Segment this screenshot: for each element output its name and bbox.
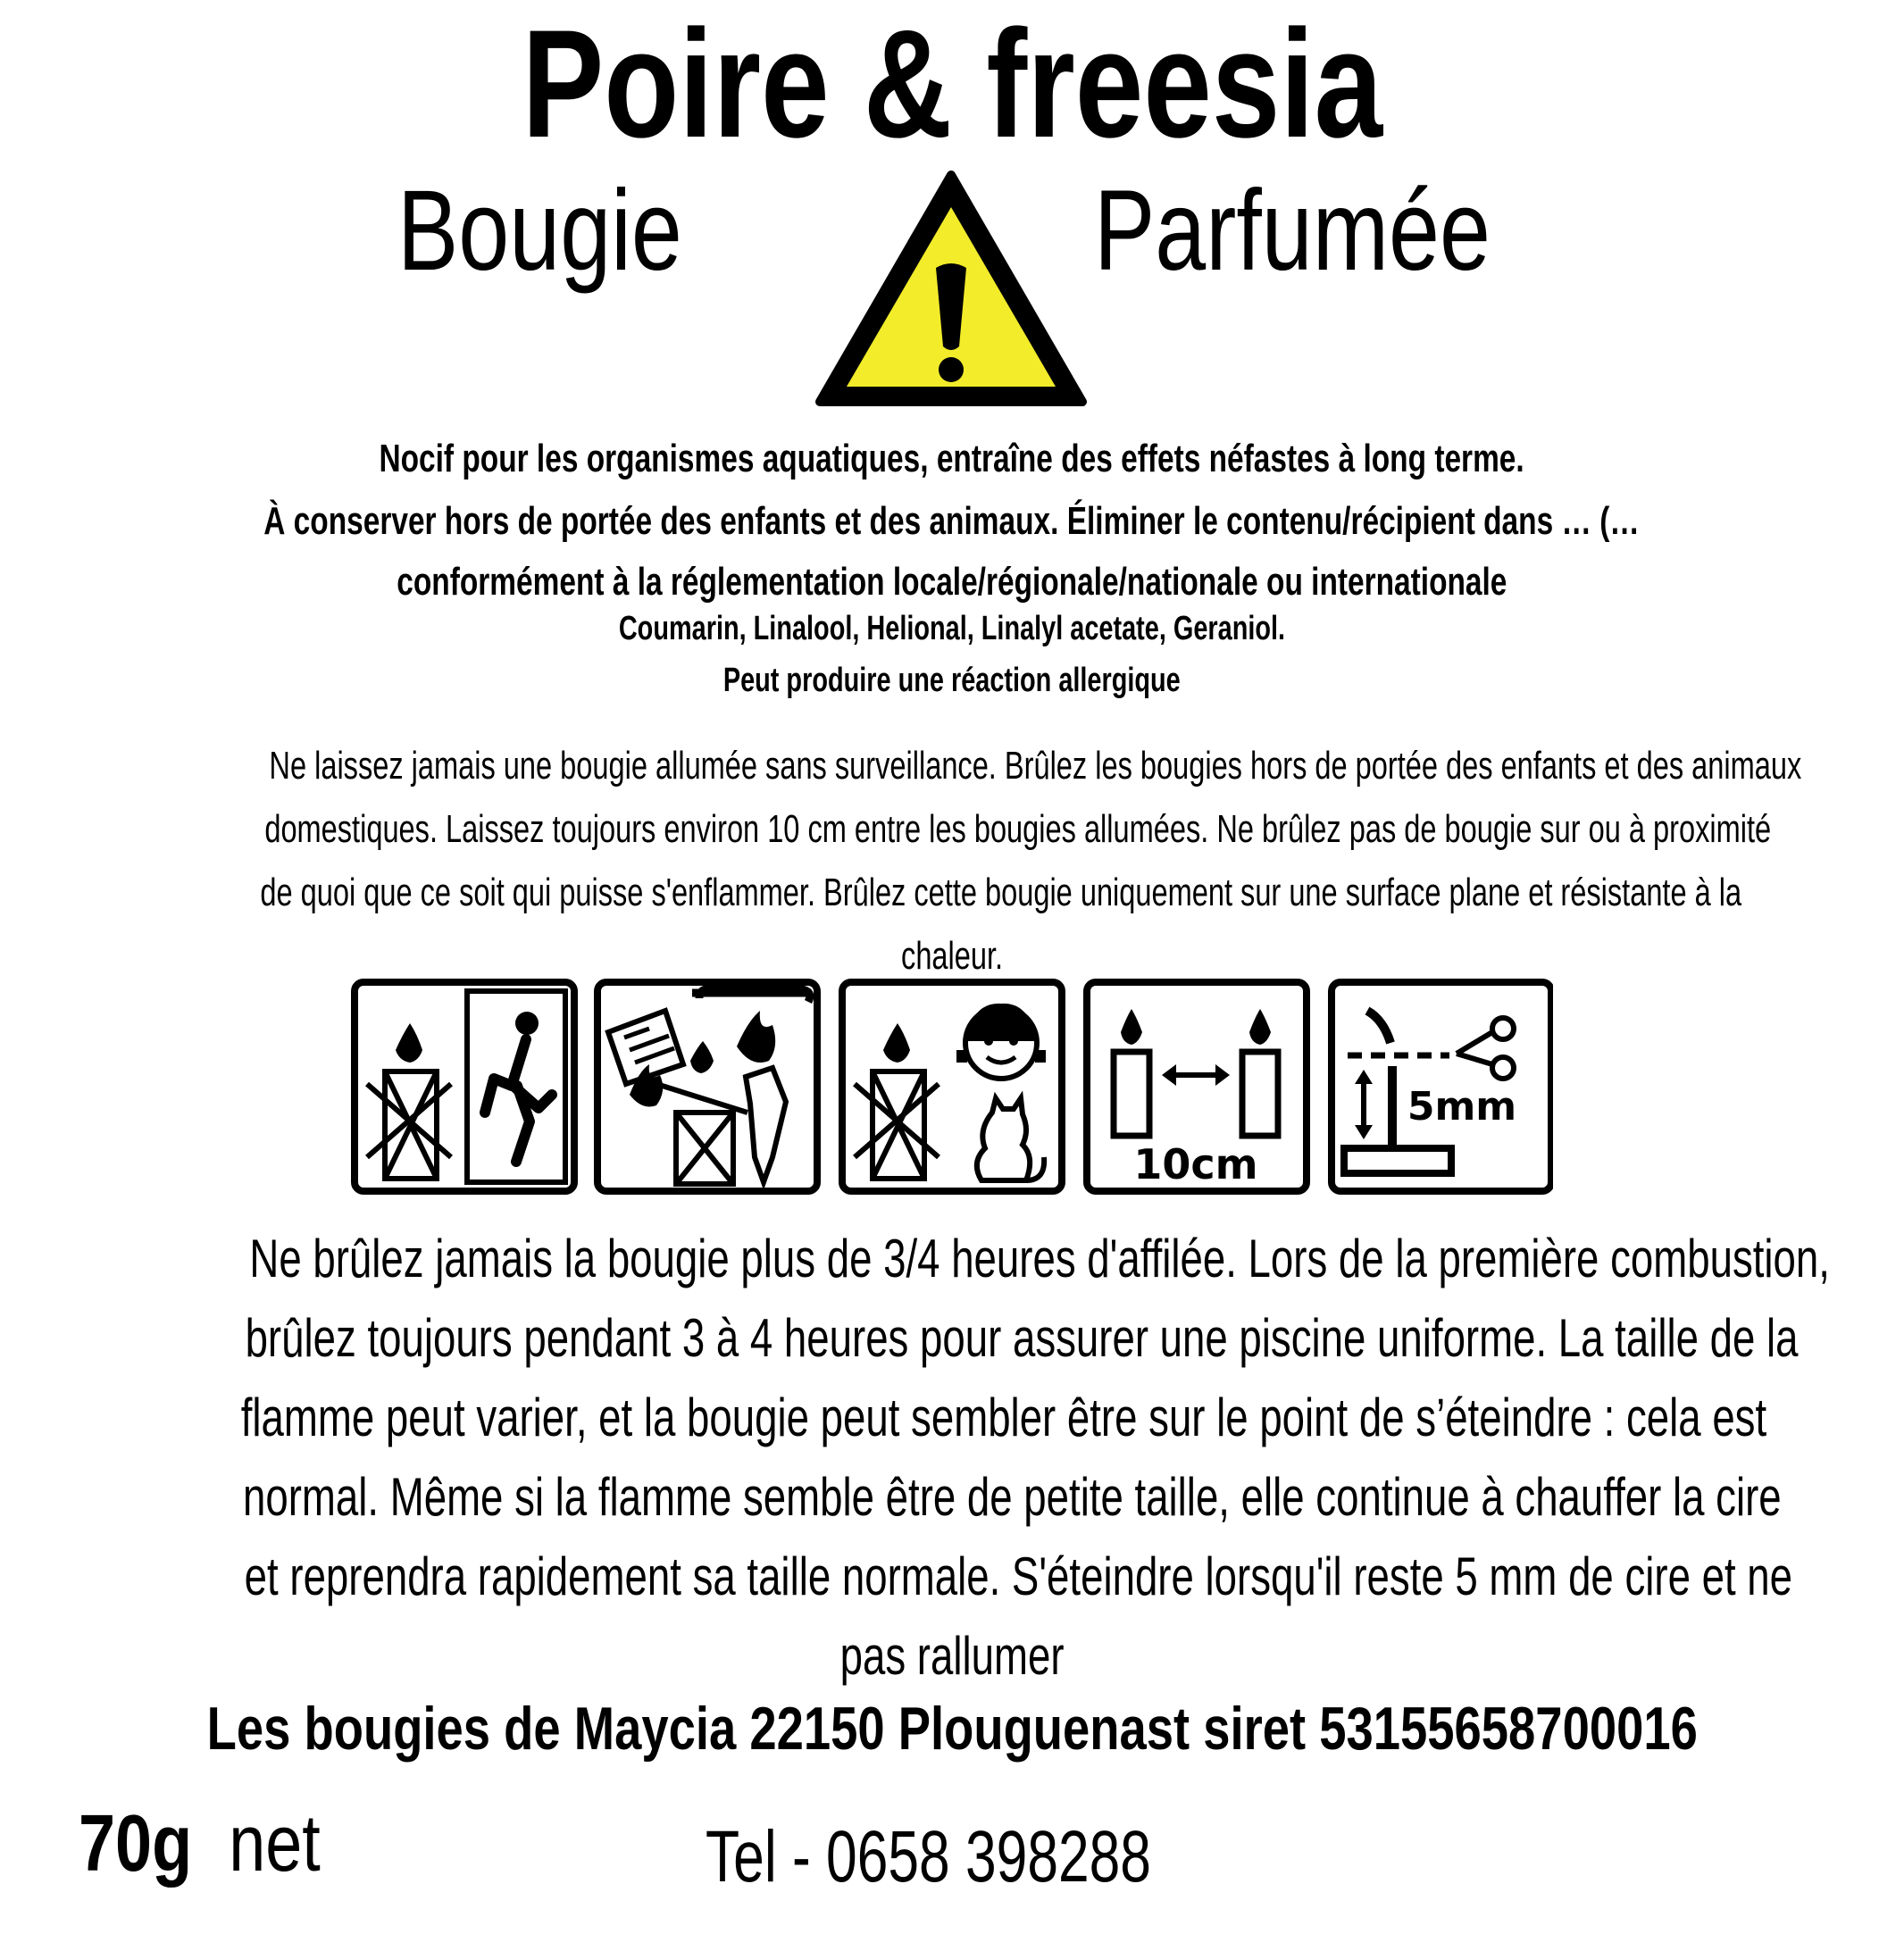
safety-pictograms: [351, 979, 1553, 1195]
safety-line-2: domestiques. Laissez toujours environ 10 cm entre les bougies allumées. Ne brûlez pas de bougie sur ou à proximité: [264, 807, 1772, 851]
instruction-line-6: pas rallumer: [839, 1626, 1065, 1686]
safety-line-3: de quoi que ce soit qui puisse s'enflammer. Brûlez cette bougie uniquement sur une surface plane et résistante à la: [260, 871, 1742, 914]
net-weight: [79, 1795, 373, 1893]
subtitle-left: Bougie: [397, 167, 682, 295]
hazard-line-2: À conserver hors de portée des enfants et des animaux. Éliminer le contenu/récipient dans … (…: [263, 499, 1641, 543]
weight-unit: net: [229, 1799, 321, 1888]
hazard-line-1: Nocif pour les organismes aquatiques, entraîne des effets néfastes à long terme.: [379, 437, 1525, 480]
warning-triangle-icon: [813, 168, 1090, 411]
weight-value: 70g: [79, 1799, 193, 1888]
svg-text:5mm: 5mm: [1407, 1084, 1517, 1130]
hazard-line-3: conformément à la réglementation locale/régionale/nationale ou internationale: [397, 560, 1507, 604]
instruction-line-4: normal. Même si la flamme semble être de petite taille, elle continue à chauffer la cire: [242, 1467, 1782, 1527]
safety-line-1: Ne laissez jamais une bougie allumée sans surveillance. Brûlez les bougies hors de portée des enfants et des animaux: [269, 744, 1802, 788]
candle-spacing-icon: [1087, 982, 1307, 1191]
allergens-list: Coumarin, Linalool, Helional, Linalyl acetate, Geraniol.: [618, 610, 1286, 647]
instruction-line-3: flamme peut varier, et la bougie peut sembler être sur le point de s’éteindre : cela est: [240, 1388, 1767, 1447]
product-title: Poire & freesia: [522, 0, 1382, 170]
phone-number: Tel - 0658 398288: [706, 1816, 1151, 1897]
allergy-note: Peut produire une réaction allergique: [723, 662, 1181, 699]
safety-line-4: chaleur.: [900, 934, 1004, 978]
subtitle-right: Parfumée: [1094, 167, 1491, 295]
maker-info: Les bougies de Maycia 22150 Plouguenast siret 53155658700016: [206, 1695, 1698, 1763]
instruction-line-2: brûlez toujours pendant 3 à 4 heures pour assurer une piscine uniforme. La taille de la: [245, 1308, 1799, 1368]
instruction-line-1: Ne brûlez jamais la bougie plus de 3/4 heures d'affilée. Lors de la première combustion,: [249, 1229, 1830, 1288]
instruction-line-5: et reprendra rapidement sa taille normale. S'éteindre lorsqu'il reste 5 mm de cire et ne: [244, 1546, 1793, 1606]
svg-text:10cm: 10cm: [1133, 1140, 1258, 1188]
no-unattended-candle-icon: [355, 982, 574, 1191]
trim-wick-icon: [1332, 982, 1551, 1191]
keep-from-children-pets-icon: [842, 982, 1062, 1191]
no-flammable-nearby-icon: [597, 982, 817, 1191]
